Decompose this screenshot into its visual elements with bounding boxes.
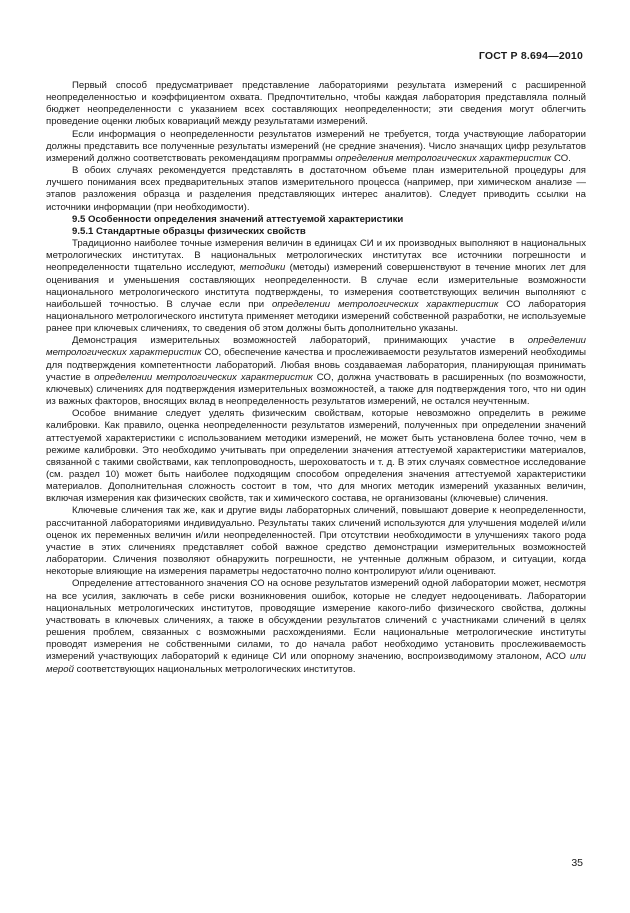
- document-body: [46, 80, 586, 676]
- text-run: соответствующих национальных метрологических институтов.: [73, 663, 356, 675]
- italic-term: определении метрологических характеристик: [46, 335, 586, 359]
- text-run: 9.5 Особенности определения значений аттестуемой характеристики: [72, 213, 404, 225]
- text-run: Демонстрация измерительных возможностей лабораторий, принимающих участие в: [72, 335, 528, 347]
- body-paragraph: [46, 80, 586, 129]
- italic-term: определения метрологических характеристик: [335, 152, 552, 164]
- document-header: ГОСТ Р 8.694—2010: [478, 50, 583, 62]
- text-run: Первый способ предусматривает представление лабораториями результата измерений с расширенной неопределенностью и коэффициентом охвата. Предпочтительно, чтобы каждая лаборатория представляла полный бюджет неопределенности с указанием всех составляющих неопределенности; эти сведения могут облегчить проведение оценки любых ковариаций между результатами измерений.: [46, 80, 586, 128]
- italic-term: методики: [239, 262, 286, 274]
- text-run: СО лаборатория национального метрологического института применяет методики измерений собственной разработки, не используемые ранее при ключевых сличениях, то сведения об этом должны быть дополнительно указаны.: [46, 298, 586, 335]
- body-paragraph: [46, 505, 586, 578]
- text-run: 9.5.1 Стандартные образцы физических свойств: [72, 225, 306, 237]
- section-heading: [46, 226, 586, 238]
- section-heading: [46, 214, 586, 226]
- text-run: Традиционно наиболее точные измерения величин в единицах СИ и их производных выполняют в национальных метрологических институтах. В национальных метрологических институтах все источники погрешности и неопределенности тщательно исследуют,: [46, 238, 586, 274]
- italic-term: или мерой: [46, 651, 586, 675]
- text-run: Особое внимание следует уделять физическим свойствам, которые невозможно определить в режиме калибровки. Как правило, оценка неопределенности результатов измерений, полученных при определении значений аттестуемой характеристики с использованием методики измерений, не может быть установлена более точно, чем в режиме калибровки. Это необходимо учитывать при определении значения аттестуемой характеристики материалов, связанной с такими свойствами, как теплопроводность, шероховатость и т. д. В этих случаях совместное исследование (см. раздел 10) может быть наиболее подходящим способом определения значения аттестуемой характеристики материалов. Дополнительная сложность состоит в том, что для многих методик измерений указанных величин, включая измерения как физических свойств, так и химического состава, не организованы (ключевые) сличения.: [46, 408, 586, 505]
- body-paragraph: [46, 165, 586, 214]
- text-run: СО, обеспечение качества и прослеживаемости результатов измерений необходимы для подтверждения компетентности лабораторий. Любая вновь создаваемая лаборатория, планирующая принимать участие в: [46, 347, 586, 383]
- body-paragraph: [46, 578, 586, 675]
- text-run: (методы) измерений совершенствуют в течение многих лет для оценивания и уменьшения составляющих неопределенности. В случае если измерительные возможности национального метрологического института подтверждены, то измерения соответствующих величин выполняют с наибольшей точностью. В случае если при: [46, 262, 586, 310]
- text-run: Если информация о неопределенности результатов измерений не требуется, тогда участвующие лаборатории должны представить все полученные результаты измерений (не средние значения). Число значащих цифр результатов измерений должно соответствовать рекомендациям программы: [46, 128, 586, 164]
- text-run: Ключевые сличения так же, как и другие виды лабораторных сличений, повышают доверие к неопределенности, рассчитанной лабораториями индивидуально. Результаты таких сличений используются для улучшения моделей и/или оценок их переменных величин и/или неопределенностей. При отсутствии необходимости в улучшениях такого рода участие в этих сличениях представляет собой важное средство демонстрации измерительных возможностей лаборатории. Сличения позволяют обнаружить погрешности, не учтенные должным образом, и ситуации, когда некоторые влияющие на измерения параметры недостаточно полно контролируют и/или оценивают.: [46, 505, 586, 578]
- text-run: СО.: [551, 152, 571, 164]
- body-paragraph: [46, 335, 586, 408]
- body-paragraph: [46, 238, 586, 335]
- italic-term: определении метрологических характеристик: [271, 298, 499, 310]
- text-run: В обоих случаях рекомендуется представлять в достаточном объеме план измерительной процедуры для лучшего понимания всех предварительных этапов измерительного процесса (например, при химическом анализе — этапов разложения образца и разделения представляющих интерес аналитов). Следует приводить ссылки на источники информации (при необходимости).: [46, 165, 586, 213]
- text-run: Определение аттестованного значения СО на основе результатов измерений одной лаборатории может, несмотря на все усилия, заключать в себе риски возникновения ошибок, которые не следует недооценивать. Лаборатории национальных метрологических институтов, проводящие измерение какого-либо физического свойства, должны участвовать в ключевых сличениях, а также в обсуждении результатов сличений с участниками сличений в целях решения проблем, связанных с возможными расхождениями. Если национальные метрологические институты проводят измерения не собственными силами, то до начала работ необходимо установить прослеживаемость измерений участвующих лабораторий к единице СИ или опорному значению, воспроизводимому эталоном, АСО: [46, 578, 586, 663]
- italic-term: определении метрологических характеристик: [94, 371, 313, 383]
- page-number: 35: [571, 857, 583, 869]
- body-paragraph: [46, 408, 586, 505]
- text-run: СО, должна участвовать в расширенных (по возможности, ключевых) сличениях для подтверждения измерительных возможностей, а также для подтверждения того, что ни один из важных факторов, вносящих вклад в неопределенность результатов измерений, не остался неучтенным.: [46, 371, 586, 408]
- body-paragraph: [46, 129, 586, 165]
